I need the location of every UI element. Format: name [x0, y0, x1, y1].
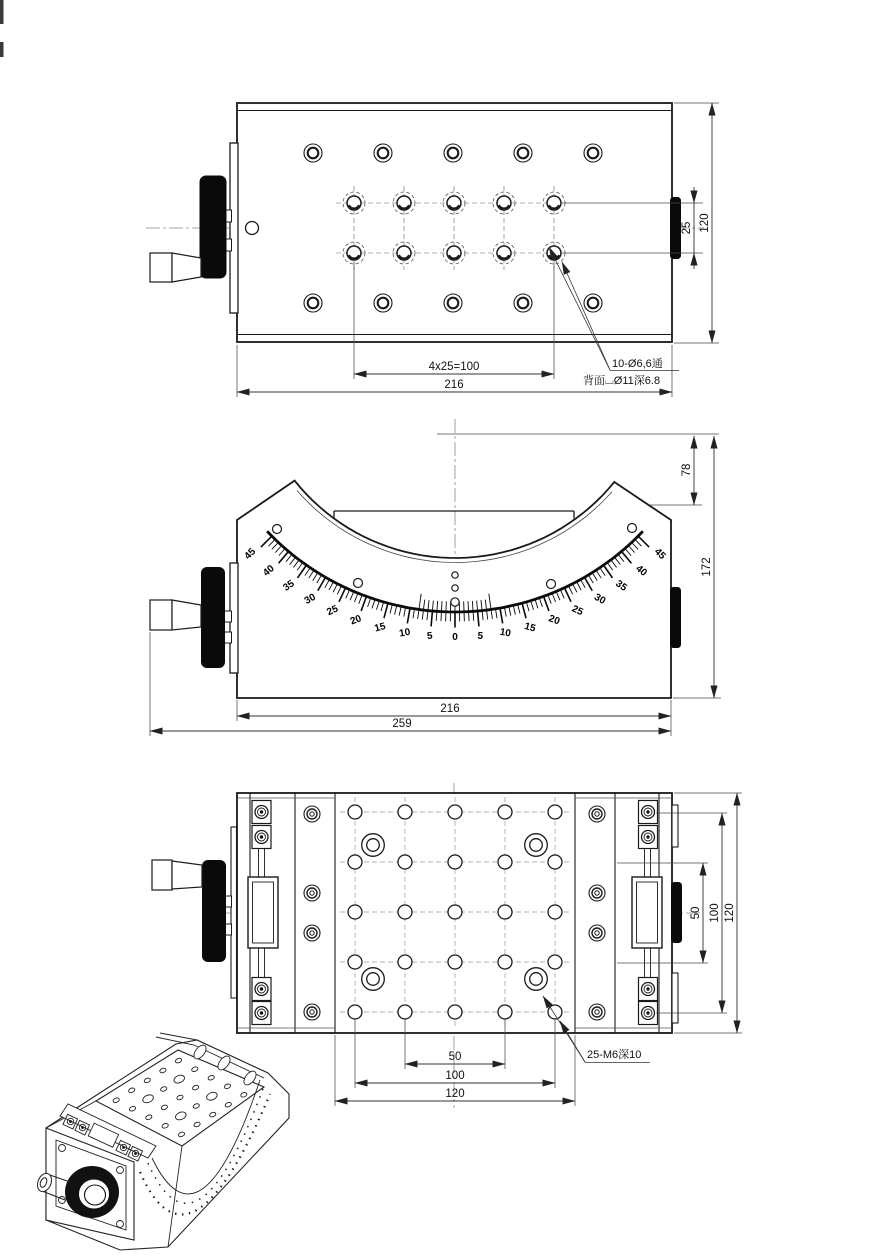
- m6-hole: [498, 905, 512, 919]
- m6-hole: [398, 955, 412, 969]
- scale-label: 10: [398, 626, 412, 640]
- handle-shaft: [172, 253, 201, 282]
- dim-v-100: 100: [709, 903, 721, 923]
- bearing-dot: [260, 810, 263, 813]
- dim-knob-25: 25: [681, 221, 693, 235]
- m6-hole: [348, 955, 362, 969]
- m6-hole: [348, 855, 362, 869]
- m6-hole: [548, 905, 562, 919]
- mount-counterbore: [362, 968, 385, 991]
- mount-counterbore: [525, 834, 548, 857]
- counterbore-hole-inner: [378, 298, 389, 309]
- handle-grip: [150, 600, 172, 630]
- dim-body-width: 216: [444, 379, 464, 391]
- counterbore-hole-inner: [308, 148, 319, 159]
- scale-label: 5: [426, 630, 434, 643]
- scale-label: 20: [348, 613, 364, 628]
- bearing-dot: [646, 1011, 649, 1014]
- lock-knob: [670, 197, 681, 259]
- m6-hole: [398, 1005, 412, 1019]
- scale-label: 45: [242, 546, 259, 562]
- scale-label: 25: [325, 603, 341, 619]
- scale-label: 0: [452, 632, 458, 643]
- dim-total-259: 259: [392, 718, 412, 730]
- scale-label: 10: [498, 626, 512, 640]
- scale-label: 35: [613, 578, 629, 594]
- note-tapped-holes: 25-M6深10: [587, 1049, 642, 1061]
- bottom-view: [152, 783, 742, 1108]
- adjustment-knob: [201, 567, 225, 668]
- counterbore-hole-inner: [378, 148, 389, 159]
- counterbore-hole-inner: [308, 298, 319, 309]
- dim-body-216: 216: [440, 703, 460, 715]
- scale-label: 20: [546, 613, 562, 628]
- m6-hole: [398, 805, 412, 819]
- top-view: [146, 103, 719, 397]
- left-flange: [231, 827, 237, 998]
- note-through-holes: 10-Ø6,6通: [612, 358, 663, 370]
- m6-hole: [348, 1005, 362, 1019]
- scale-label: 5: [476, 630, 484, 643]
- scale-label: 45: [651, 546, 668, 562]
- handle-grip: [150, 253, 172, 282]
- bearing-dot: [260, 1011, 263, 1014]
- sheet-border-marks: [0, 0, 4, 57]
- lock-knob: [671, 882, 682, 943]
- counterbore-hole-inner: [588, 148, 599, 159]
- scale-label: 15: [373, 621, 387, 635]
- scale-label: 15: [523, 621, 537, 635]
- dim-grid-100: 100: [445, 1070, 465, 1082]
- scale-minor-tick: [473, 613, 474, 621]
- bearing-dot: [646, 987, 649, 990]
- mount-counterbore: [525, 968, 548, 991]
- m6-hole: [448, 905, 462, 919]
- handle-grip: [152, 860, 172, 890]
- scale-label: 25: [569, 603, 585, 619]
- counterbore-hole-inner: [518, 148, 529, 159]
- dim-top-78: 78: [681, 463, 693, 477]
- m6-hole: [448, 855, 462, 869]
- scale-label: 40: [633, 563, 649, 579]
- m6-hole: [498, 805, 512, 819]
- platform-edge: [334, 511, 574, 519]
- bearing-dot: [260, 987, 263, 990]
- lock-knob: [670, 587, 681, 648]
- dim-v-120: 120: [724, 903, 736, 923]
- m6-hole: [548, 855, 562, 869]
- m6-hole: [548, 955, 562, 969]
- scale-minor-tick: [436, 613, 437, 621]
- m6-hole: [448, 955, 462, 969]
- front-view: [150, 419, 721, 736]
- bearing-dot: [260, 835, 263, 838]
- m6-hole: [548, 805, 562, 819]
- handle-shaft: [172, 600, 201, 630]
- pivot-hole: [246, 222, 259, 235]
- counterbore-hole-inner: [448, 298, 459, 309]
- m6-hole: [398, 855, 412, 869]
- counterbore-hole-inner: [518, 298, 529, 309]
- mount-counterbore: [362, 834, 385, 857]
- m6-hole: [448, 1005, 462, 1019]
- counterbore-hole-inner: [588, 298, 599, 309]
- adjustment-knob: [200, 176, 226, 278]
- isometric-view: [35, 1033, 289, 1250]
- dim-grid-50: 50: [448, 1051, 462, 1063]
- m6-hole: [498, 955, 512, 969]
- adjustment-knob: [202, 860, 226, 962]
- dim-height-172: 172: [701, 557, 713, 577]
- m6-hole: [348, 805, 362, 819]
- note-counterbore-back: 背面⌴Ø11深6.8: [583, 375, 661, 387]
- m6-hole: [498, 1005, 512, 1019]
- bearing-dot: [646, 835, 649, 838]
- handle-shaft: [172, 861, 202, 889]
- m6-hole: [448, 805, 462, 819]
- m6-hole: [348, 905, 362, 919]
- dim-platform-120: 120: [445, 1088, 465, 1100]
- bearing-dot: [646, 810, 649, 813]
- side-flange: [230, 143, 238, 313]
- dim-v-50: 50: [690, 906, 702, 920]
- scale-label: 40: [261, 563, 277, 579]
- scale-label: 30: [592, 591, 608, 607]
- m6-hole: [398, 905, 412, 919]
- counterbore-hole-inner: [448, 148, 459, 159]
- dim-height-120: 120: [699, 213, 711, 233]
- m6-hole: [498, 855, 512, 869]
- scale-label: 30: [302, 591, 318, 607]
- dim-hole-pitch: 4x25=100: [428, 361, 480, 373]
- scale-label: 35: [281, 578, 297, 594]
